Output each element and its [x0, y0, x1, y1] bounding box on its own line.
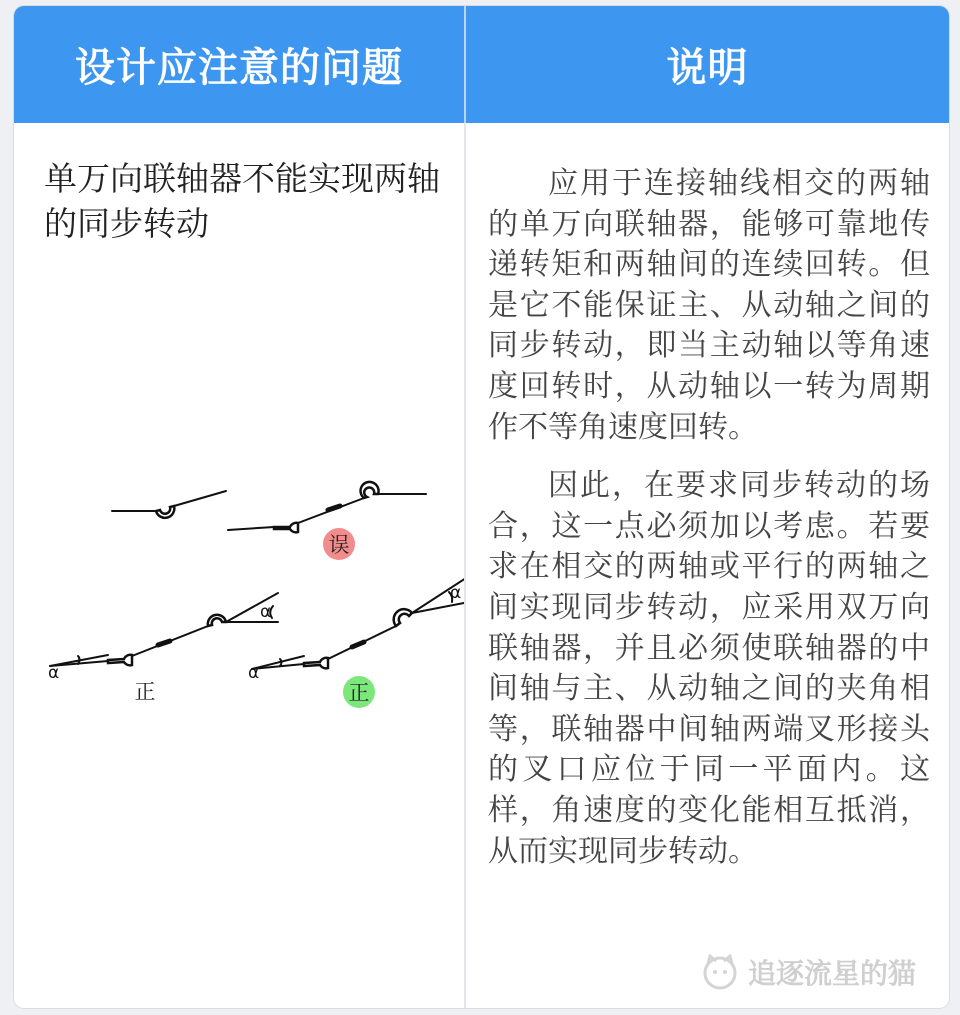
cat-icon [700, 954, 740, 990]
double-coupling-correct-b [252, 578, 464, 669]
wrong-label: 误 [328, 533, 350, 557]
alpha-label-1: α [48, 663, 60, 683]
watermark [700, 952, 916, 992]
yoke-1 [156, 506, 174, 518]
yoke-7 [394, 609, 412, 626]
watermark-text: 追逐流星的猫 [748, 957, 917, 990]
alpha-label-3: α [248, 663, 260, 683]
alpha-label-2: α [260, 602, 272, 622]
yoke-6 [304, 658, 328, 668]
description-paragraph-1: 应用于连接轴线相交的两轴的单万向联轴器，能够可靠地传递转矩和两轴间的连续回转。但是它不能保证主、从动轴之间的同步转动，即当主动轴以等角速度回转时，从动轴以一转为周期作不等角速度回转。 [488, 166, 930, 445]
correct-label-badge: 正 [348, 681, 370, 705]
yoke-4 [108, 655, 132, 665]
alpha-label-4: α [450, 583, 462, 603]
correct-label-plain: 正 [134, 680, 156, 704]
table-header [14, 6, 949, 123]
double-coupling-wrong-b [228, 494, 426, 530]
column-divider [464, 123, 466, 1008]
header-explanation-title: 说明 [666, 45, 749, 91]
issue-text: 单万向联轴器不能实现两轴的同步转动 [44, 159, 440, 243]
yoke-2 [274, 523, 298, 532]
description-paragraph-2: 因此，在要求同步转动的场合，这一点必须加以考虑。若要求在相交的两轴或平行的两轴之间实现同步转动，应采用双万向联轴器，并且必须使联轴器的中间轴与主、从动轴之间的夹角相等，联轴器中间轴两端叉形接头的叉口应位于同一平面内。这样，角速度的变化能相互抵消，从而实现同步转动。 [488, 468, 930, 869]
yoke-3 [361, 482, 379, 498]
description [488, 164, 930, 890]
double-coupling-correct-a [50, 593, 278, 666]
header-issue-title: 设计应注意的问题 [75, 45, 403, 91]
coupling-diagram [28, 466, 464, 716]
comparison-table [14, 6, 949, 1008]
yoke-5 [208, 615, 226, 626]
